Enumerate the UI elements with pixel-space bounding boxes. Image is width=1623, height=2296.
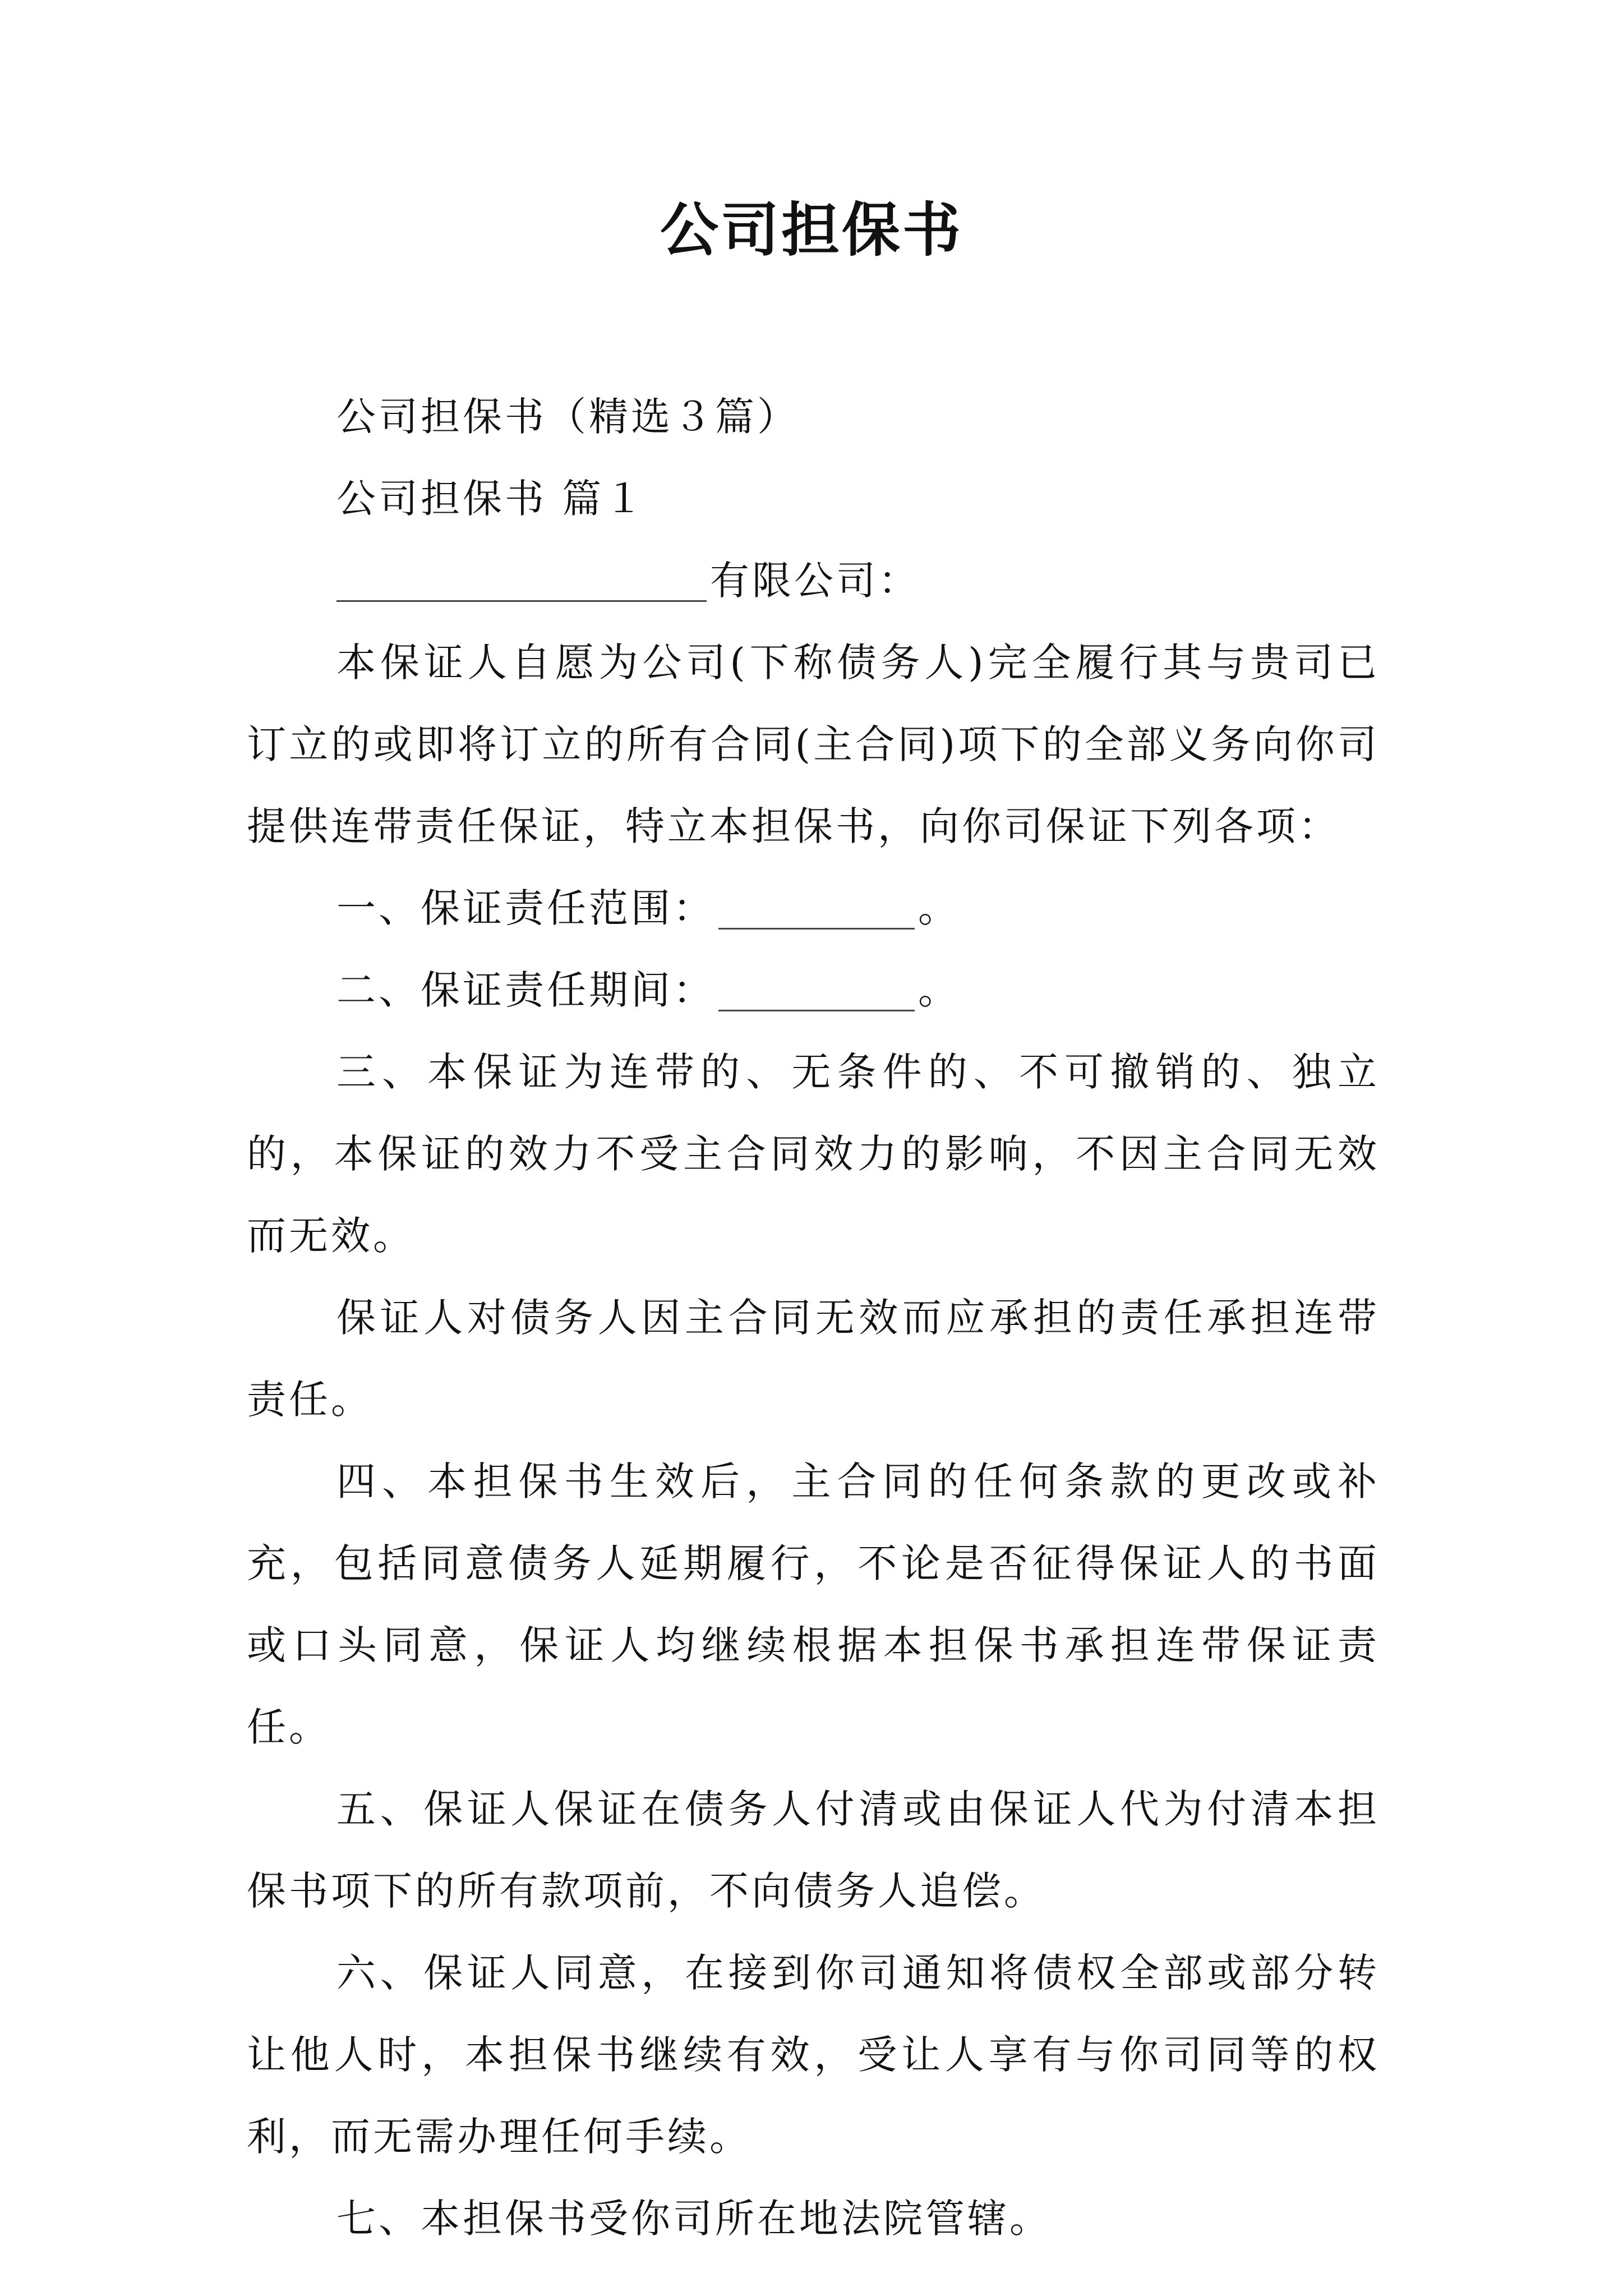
subtitle: 公司担保书（精选３篇）: [336, 394, 799, 440]
intro-paragraph: 本保证人自愿为公司(下称债务人)完全履行其与贵司已订立的或即将订立的所有合同(主合同)项下的全部义务向你司提供连带责任保证，特立本担保书，向你司保证下列各项：: [247, 639, 1380, 849]
clause-6: 六、保证人同意，在接到你司通知将债权全部或部分转让他人时，本担保书继续有效，受让人享有与你司同等的权利，而无需办理任何手续。: [247, 1950, 1380, 2160]
salutation: [247, 540, 1380, 622]
clause-2-label: 二、保证责任期间：: [336, 967, 715, 1013]
document-title: 公司担保书: [660, 196, 963, 264]
clause-1-label: 一、保证责任范围：: [336, 885, 715, 931]
period-blank: [718, 970, 915, 1011]
clause-2-end: 。: [918, 967, 960, 1013]
salutation-suffix: 有限公司：: [710, 558, 920, 604]
clause-3-note: 保证人对债务人因主合同无效而应承担的责任承担连带责任。: [247, 1295, 1380, 1423]
clause-7: 七、本担保书受你司所在地法院管辖。: [336, 2196, 1052, 2242]
clause-5: 五、保证人保证在债务人付清或由保证人代为付清本担保书项下的所有款项前，不向债务人追偿。: [247, 1786, 1380, 1914]
document-body: [247, 376, 1380, 2260]
clause-4: 四、本担保书生效后，主合同的任何条款的更改或补充，包括同意债务人延期履行，不论是否征得保证人的书面或口头同意，保证人均继续根据本担保书承担连带保证责任。: [247, 1458, 1380, 1750]
clause-3: 三、本保证为连带的、无条件的、不可撤销的、独立的，本保证的效力不受主合同效力的影响，不因主合同无效而无效。: [247, 1049, 1380, 1259]
clause-2: [247, 949, 1380, 1031]
clause-1: [247, 867, 1380, 949]
part-heading: 公司担保书 篇１: [336, 476, 647, 522]
scope-blank: [718, 889, 915, 930]
company-name-blank: [336, 561, 707, 602]
clause-1-end: 。: [918, 885, 960, 931]
